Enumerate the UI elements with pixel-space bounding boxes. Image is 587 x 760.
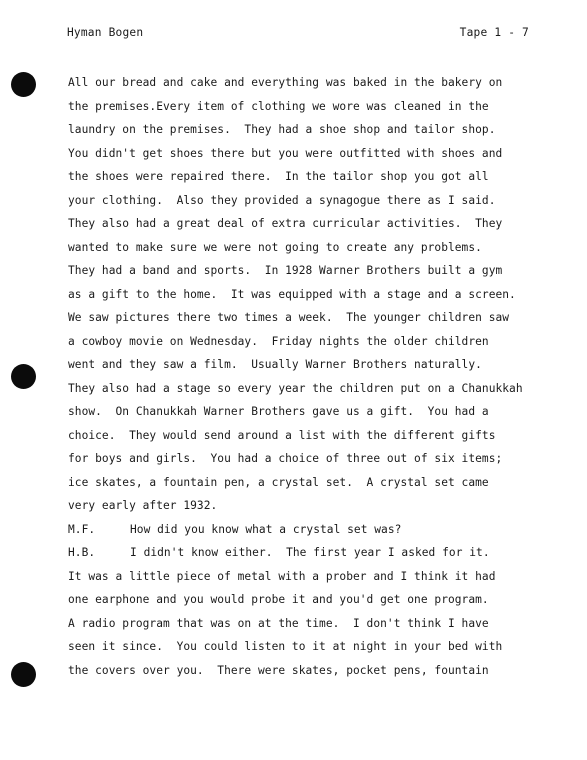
- text-line: It was a little piece of metal with a prober and I think it had: [68, 569, 496, 583]
- text-line: very early after 1932.: [68, 499, 218, 512]
- dialogue-text: How did you know what a crystal set was?: [130, 522, 402, 536]
- text-line: A radio program that was on at the time. I don't think I have: [68, 616, 489, 630]
- text-line: wanted to make sure we were not going to create any problems.: [68, 240, 482, 254]
- speaker-label: M.F.: [68, 522, 96, 536]
- text-line: ice skates, a fountain pen, a crystal set. A crystal set came: [68, 475, 489, 489]
- text-line: They had a band and sports. In 1928 Warner Brothers built a gym: [68, 264, 503, 277]
- text-line: seen it since. You could listen to it at night in your bed with: [68, 640, 503, 653]
- text-line: We saw pictures there two times a week. The younger children saw: [68, 311, 510, 324]
- binder-hole-middle: [11, 364, 36, 389]
- text-line: for boys and girls. You had a choice of three out of six items;: [68, 452, 503, 465]
- text-line: one earphone and you would probe it and you'd get one program.: [68, 593, 489, 606]
- dialogue-text: I didn't know either. The first year I asked for it.: [130, 546, 490, 559]
- text-line: the covers over you. There were skates, pocket pens, fountain: [68, 663, 489, 677]
- text-line: show. On Chanukkah Warner Brothers gave us a gift. You had a: [68, 405, 489, 418]
- text-line: the shoes were repaired there. In the tailor shop you got all: [68, 170, 489, 183]
- text-line: your clothing. Also they provided a synagogue there as I said.: [68, 193, 496, 207]
- text-line: laundry on the premises. They had a shoe shop and tailor shop.: [68, 123, 496, 136]
- text-line: You didn't get shoes there but you were outfitted with shoes and: [68, 146, 503, 160]
- text-line: They also had a great deal of extra curricular activities. They: [68, 217, 503, 230]
- text-line: went and they saw a film. Usually Warner Brothers naturally.: [68, 358, 482, 371]
- tape-page-label: Tape 1 - 7: [459, 26, 529, 39]
- interviewee-name: Hyman Bogen: [67, 26, 144, 39]
- dialogue-line: [68, 541, 568, 565]
- speaker-label: H.B.: [68, 546, 96, 559]
- transcript-body: [68, 71, 568, 682]
- text-line: All our bread and cake and everything was baked in the bakery on: [68, 76, 503, 89]
- text-line: They also had a stage so every year the children put on a Chanukkah: [68, 381, 523, 395]
- text-line: the premises.Every item of clothing we wore was cleaned in the: [68, 99, 489, 113]
- dialogue-line: [68, 518, 568, 542]
- binder-hole-bottom: [11, 662, 36, 687]
- text-line: choice. They would send around a list with the different gifts: [68, 428, 496, 442]
- binder-hole-top: [11, 72, 36, 97]
- text-line: a cowboy movie on Wednesday. Friday nights the older children: [68, 334, 489, 348]
- text-line: as a gift to the home. It was equipped with a stage and a screen.: [68, 287, 516, 301]
